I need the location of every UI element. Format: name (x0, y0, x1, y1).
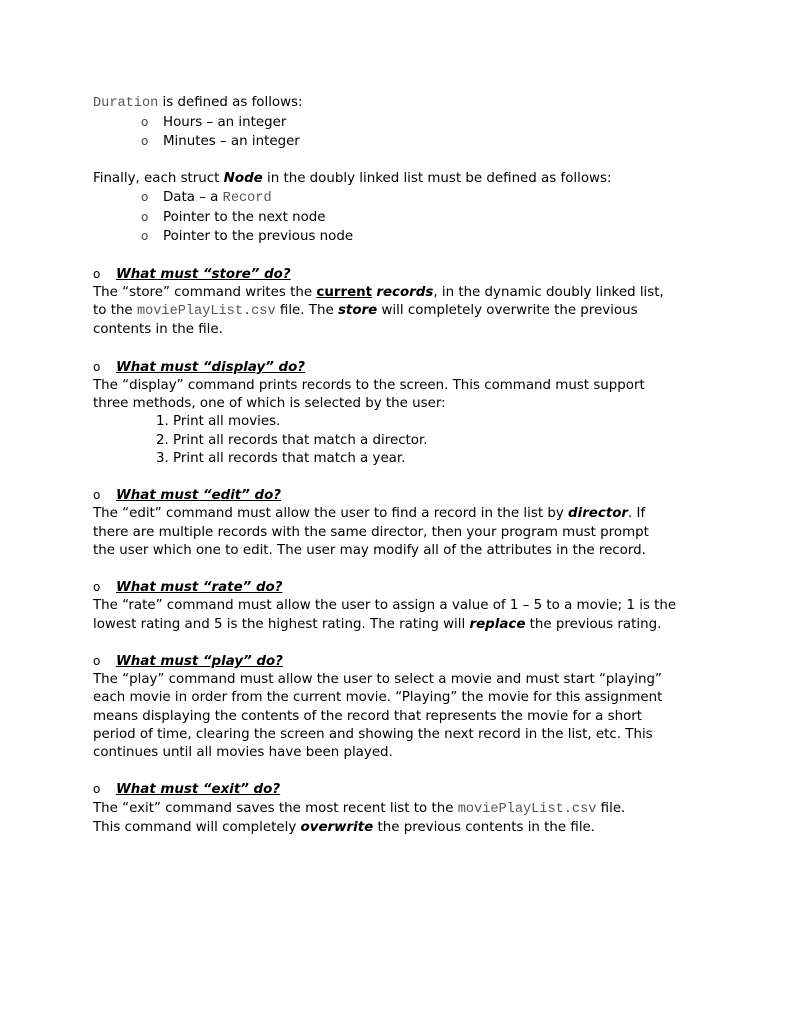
duration-item: o Minutes – an integer (141, 134, 300, 150)
play-line: each movie in order from the current movie. “Playing” the movie for this assignment (93, 690, 663, 706)
bullet-icon: o (141, 190, 149, 204)
bullet-icon: o (93, 654, 101, 668)
bullet-icon: o (141, 115, 149, 130)
duration-intro: Duration is defined as follows: (93, 95, 303, 111)
bullet-icon: o (93, 580, 101, 595)
play-heading: o What must “play” do? (93, 654, 283, 669)
display-heading: o What must “display” do? (93, 359, 306, 375)
display-line: three methods, one of which is selected by the user: (93, 396, 446, 412)
rate-line: lowest rating and 5 is the highest rating. The rating will replace the previous rating. (93, 616, 662, 632)
display-item: 2. Print all records that match a director. (156, 432, 428, 448)
bullet-icon: o (93, 359, 101, 374)
play-line: The “play” command must allow the user to select a movie and must start “playing” (93, 672, 662, 688)
exit-heading: o What must “exit” do? (93, 782, 281, 798)
node-item: o Pointer to the next node (141, 210, 326, 226)
rate-heading: o What must “rate” do? (93, 580, 283, 596)
edit-line: The “edit” command must allow the user to find a record in the list by director. If (93, 506, 646, 522)
bullet-icon: o (93, 266, 101, 281)
edit-line: the user which one to edit. The user may modify all of the attributes in the record. (93, 542, 646, 558)
duration-term: Duration (93, 96, 159, 111)
display-line: The “display” command prints records to the screen. This command must support (93, 378, 645, 393)
bullet-icon: o (93, 488, 101, 503)
node-item: o Data – a Record (141, 190, 272, 206)
play-line: means displaying the contents of the record that represents the movie for a short (93, 708, 643, 724)
edit-line: there are multiple records with the same director, then your program must prompt (93, 524, 649, 540)
edit-heading: o What must “edit” do? (93, 488, 282, 504)
bullet-icon: o (93, 782, 101, 797)
exit-line: This command will completely overwrite the previous contents in the file. (93, 819, 596, 835)
store-line: contents in the file. (93, 322, 223, 338)
store-line: The “store” command writes the current records, in the dynamic doubly linked list, (93, 285, 664, 300)
exit-line: The “exit” command saves the most recent list to the moviePlayList.csv file. (93, 800, 626, 817)
display-item: 1. Print all movies. (156, 414, 281, 430)
bullet-icon: o (141, 134, 149, 149)
node-intro: Finally, each struct Node in the doubly linked list must be defined as follows: (93, 170, 612, 186)
store-heading: o What must “store” do? (93, 266, 291, 282)
rate-line: The “rate” command must allow the user to assign a value of 1 – 5 to a movie; 1 is the (93, 598, 677, 614)
bullet-icon: o (141, 229, 149, 244)
store-line: to the moviePlayList.csv file. The store will completely overwrite the previous (93, 303, 638, 320)
display-item: 3. Print all records that match a year. (156, 450, 406, 466)
node-item: o Pointer to the previous node (141, 229, 354, 245)
play-line: period of time, clearing the screen and showing the next record in the list, etc. This (93, 726, 653, 742)
bullet-icon: o (141, 210, 149, 225)
duration-item: o Hours – an integer (141, 115, 287, 131)
play-line: continues until all movies have been played. (93, 745, 393, 761)
document-page (93, 94, 713, 837)
